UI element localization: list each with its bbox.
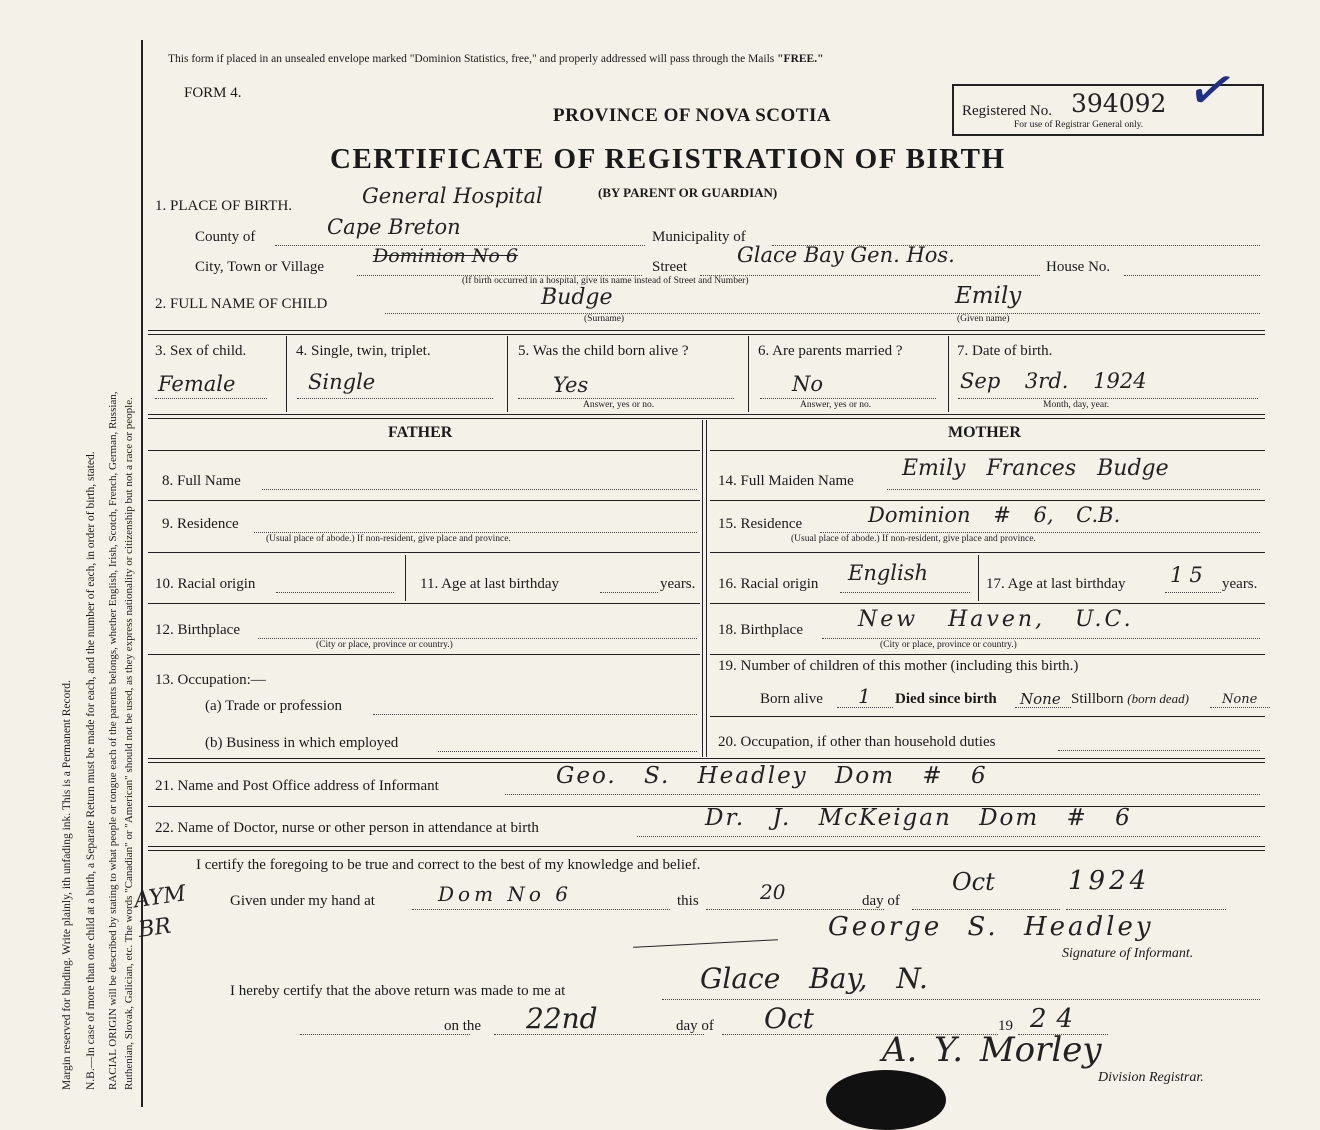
month-value: Oct (952, 868, 995, 896)
died-since-birth-value: None (1020, 690, 1061, 708)
mother-residence-caption: (Usual place of abode.) If non-resident, give place and province. (791, 534, 1036, 544)
house-number-label: House No. (1046, 259, 1111, 275)
mother-name-label: 14. Full Maiden Name (718, 473, 854, 489)
parents-married-label: 6. Are parents married ? (758, 343, 903, 359)
informant-value: Geo. S. Headley Dom # 6 (556, 763, 988, 789)
father-racial-label: 10. Racial origin (155, 576, 256, 592)
stillborn-note: (born dead) (1127, 691, 1190, 706)
mother-occupation-label: 20. Occupation, if other than household duties (718, 734, 996, 750)
born-alive-caption: Answer, yes or no. (583, 400, 655, 410)
registrar-day-value: 22nd (526, 1002, 598, 1035)
father-age-label: 11. Age at last birthday (420, 576, 559, 592)
doctor-label: 22. Name of Doctor, nurse or other person in attendance at birth (155, 820, 539, 836)
mother-birthplace-caption: (City or place, province or country.) (880, 640, 1017, 650)
street-label: Street (652, 259, 687, 275)
registered-note: For use of Registrar General only. (1014, 120, 1144, 130)
margin-note-racial-origin-2: Ruthenian, Slovak, Galician, etc. The words "Canadian" or "American" should not be used, as they express nationality or citizenship but not a race or people. (123, 397, 135, 1090)
father-heading: FATHER (388, 424, 453, 441)
plurality-label: 4. Single, twin, triplet. (296, 343, 431, 359)
on-the-label: on the (444, 1018, 482, 1034)
mother-racial-value: English (848, 561, 929, 585)
mail-notice (168, 53, 823, 65)
father-birthplace-caption: (City or place, province or country.) (316, 640, 453, 650)
sex-label: 3. Sex of child. (155, 343, 247, 359)
mother-residence-value: Dominion # 6, C.B. (868, 503, 1121, 527)
father-trade-label: (a) Trade or profession (205, 698, 343, 714)
mail-notice-free: "FREE." (777, 53, 824, 65)
county-label: County of (195, 229, 256, 245)
date-of-birth-label: 7. Date of birth. (957, 343, 1053, 359)
form-number: FORM 4. (184, 85, 242, 101)
by-parent-note: (BY PARENT OR GUARDIAN) (598, 185, 778, 200)
mother-birthplace-label: 18. Birthplace (718, 622, 803, 638)
registrar-signature-caption: Division Registrar. (1098, 1070, 1204, 1085)
parents-married-value: No (792, 372, 824, 396)
mother-age-unit: years. (1222, 576, 1258, 592)
registrar-year-prefix: 19 (998, 1018, 1013, 1034)
margin-note-multiple-births: N.B.—In case of more than one child at a birth, a Separate Return must be made for each, and the number of each, in order of birth, stated. (85, 451, 97, 1090)
margin-note-binding: Margin reserved for binding. Write plainly, ith unfading ink. This is a Permanent Record. (61, 680, 73, 1090)
registrar-place-value: Glace Bay, N. (700, 962, 928, 995)
born-alive-value: Yes (553, 373, 589, 397)
stillborn-label (1071, 691, 1189, 708)
certify-statement: I certify the foregoing to be true and correct to the best of my knowledge and belief. (196, 857, 701, 873)
margin-border (141, 40, 143, 1107)
stillborn-value: None (1222, 692, 1258, 707)
registrar-signature: A. Y. Morley (882, 1030, 1102, 1070)
city-value: Dominion No 6 (373, 245, 518, 267)
registered-label: Registered No. (962, 103, 1052, 119)
child-surname-value: Budge (541, 285, 613, 310)
day-of-label: day of (862, 893, 900, 909)
father-residence-caption: (Usual place of abode.) If non-resident, give place and province. (266, 534, 511, 544)
father-residence-label: 9. Residence (162, 516, 239, 532)
ink-blot (826, 1070, 946, 1130)
born-alive-label: 5. Was the child born alive ? (518, 343, 689, 359)
plurality-value: Single (308, 370, 376, 394)
father-age-unit: years. (660, 576, 696, 592)
informant-signature-caption: Signature of Informant. (1062, 946, 1194, 961)
mother-residence-label: 15. Residence (718, 516, 803, 532)
street-value: Glace Bay Gen. Hos. (737, 243, 955, 267)
father-occupation-label: 13. Occupation:— (155, 672, 266, 688)
margin-initials: AYM BR (132, 881, 188, 943)
check-mark-icon: ✓ (1181, 53, 1243, 128)
mail-notice-text: This form if placed in an unsealed envelope marked "Dominion Statistics, free," and properly addressed will pass through the Mails (168, 53, 778, 65)
mother-name-value: Emily Frances Budge (902, 456, 1169, 481)
registrar-year-value: 24 (1030, 1004, 1084, 1034)
born-alive-count-label: Born alive (760, 691, 823, 707)
child-name-label: 2. FULL NAME OF CHILD (155, 296, 328, 312)
parents-married-caption: Answer, yes or no. (800, 400, 872, 410)
informant-label: 21. Name and Post Office address of Informant (155, 778, 439, 794)
stillborn-text: Stillborn (1071, 691, 1124, 707)
place-of-birth-value: General Hospital (362, 184, 543, 208)
given-under-label: Given under my hand at (230, 893, 375, 909)
mother-racial-label: 16. Racial origin (718, 576, 819, 592)
registrar-statement: I hereby certify that the above return was made to me at (230, 983, 566, 999)
municipality-label: Municipality of (652, 229, 746, 245)
mother-age-label: 17. Age at last birthday (986, 576, 1126, 592)
father-birthplace-label: 12. Birthplace (155, 622, 240, 638)
given-under-value: Dom No 6 (438, 882, 573, 906)
child-surname-caption: (Surname) (584, 314, 625, 324)
this-label: this (677, 893, 699, 909)
died-since-birth-label: Died since birth (895, 691, 997, 707)
born-alive-count-value: 1 (858, 684, 871, 708)
day-value: 20 (760, 880, 786, 904)
date-of-birth-caption: Month, day, year. (1043, 400, 1110, 410)
registrar-day-of-label: day of (676, 1018, 714, 1034)
province-heading: PROVINCE OF NOVA SCOTIA (553, 105, 832, 126)
mother-birthplace-value: New Haven, U.C. (858, 607, 1134, 632)
child-given-caption: (Given name) (957, 314, 1010, 324)
margin-note-racial-origin-1: RACIAL ORIGIN will be described by stating to what people or tongue each of the parents belongs, whether English, Irish, Scotch, French, German, Russian, (107, 391, 119, 1090)
doctor-value: Dr. J. McKeigan Dom # 6 (705, 805, 1132, 831)
date-of-birth-value: Sep 3rd. 1924 (960, 369, 1147, 393)
registrar-month-value: Oct (764, 1002, 814, 1035)
city-label: City, Town or Village (195, 259, 325, 275)
informant-signature: George S. Headley (828, 912, 1154, 942)
father-name-label: 8. Full Name (162, 473, 241, 489)
children-count-label: 19. Number of children of this mother (including this birth.) (718, 658, 1079, 674)
county-value: Cape Breton (327, 215, 461, 239)
child-given-value: Emily (955, 283, 1022, 309)
certificate-title: CERTIFICATE OF REGISTRATION OF BIRTH (330, 143, 1006, 175)
father-business-label: (b) Business in which employed (205, 735, 399, 751)
mother-heading: MOTHER (948, 424, 1021, 441)
mother-age-value: 15 (1170, 563, 1209, 587)
place-of-birth-label: 1. PLACE OF BIRTH. (155, 198, 293, 214)
year-value: 1924 (1068, 866, 1151, 896)
hospital-note: (If birth occurred in a hospital, give its name instead of Street and Number) (462, 276, 749, 286)
registered-value: 394092 (1071, 89, 1167, 118)
sex-value: Female (158, 372, 236, 396)
